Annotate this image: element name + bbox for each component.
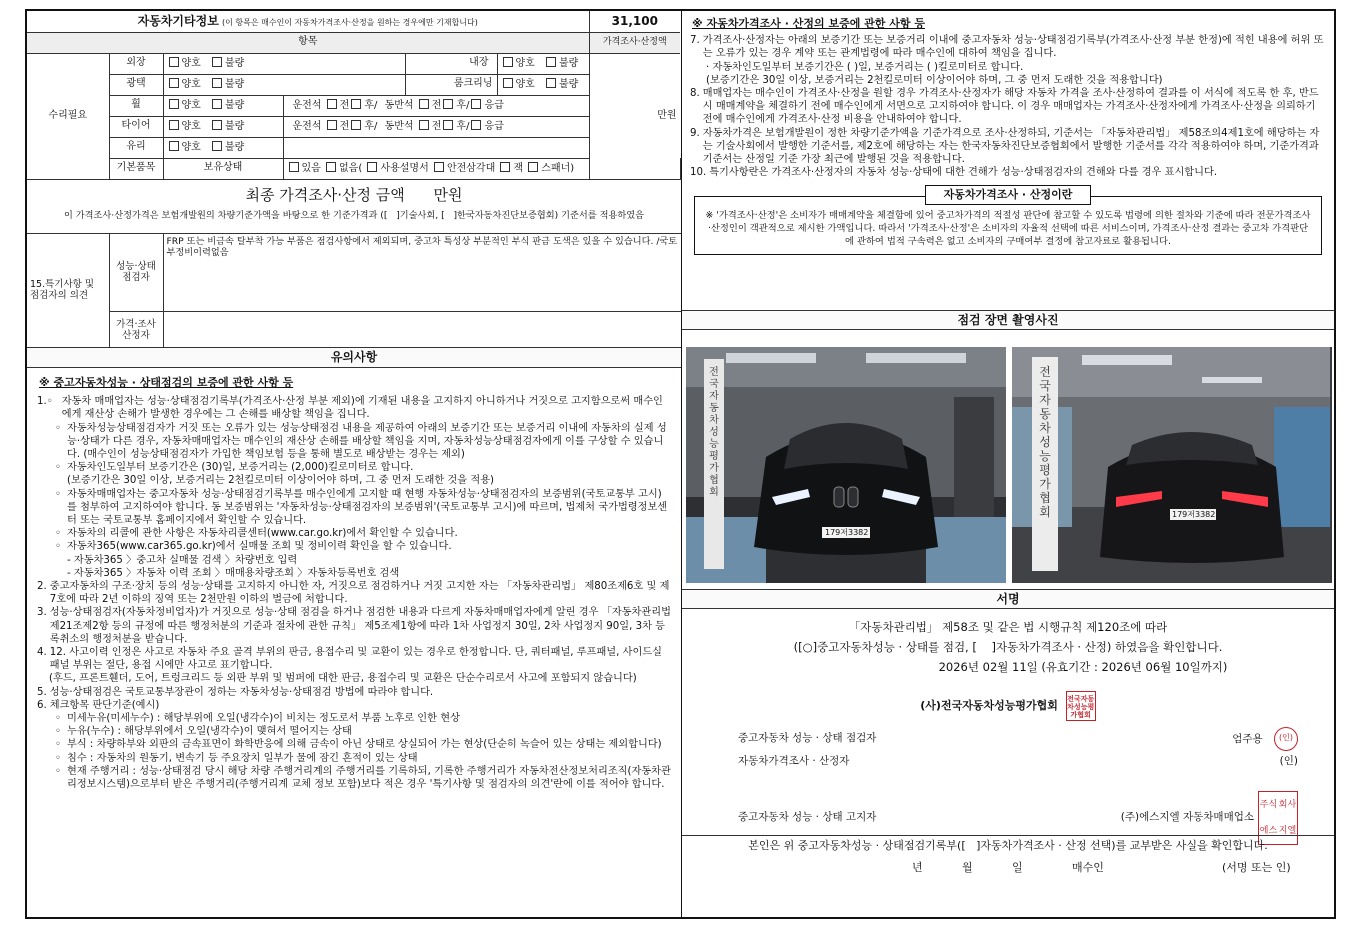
- front-car-image: [686, 347, 1006, 583]
- special-notes-table: [27, 234, 681, 349]
- glass-bad-checkbox[interactable]: [212, 141, 222, 151]
- caution-item-1: 1.◦ 자동차 매매업자는 성능·상태점검기록부(가격조사·산정 부분 제외)에 기재된 내용을 고지하지 아니하거나 거짓으로 고지함으로써 매수인에게 재산상 손해가 발생한 경우에는 그 손해를 배상할 책임을 집니다.: [37, 396, 663, 421]
- etc-info-title: 자동차기타정보: [137, 13, 219, 28]
- buyer-signature-row: 년 월 일 매수인 (서명 또는 인): [912, 861, 1291, 874]
- jack-checkbox[interactable]: [500, 162, 510, 172]
- possession-label: 보유상태: [163, 158, 283, 179]
- exterior-label: 외장: [109, 53, 163, 74]
- wheel-bad-checkbox[interactable]: [212, 99, 222, 109]
- interior-label: 내장: [405, 53, 497, 74]
- tire-good-checkbox[interactable]: [169, 120, 179, 130]
- signature-section-title: 서명: [682, 589, 1334, 609]
- gloss-label: 광택: [109, 74, 163, 95]
- wheel-good-checkbox[interactable]: [169, 99, 179, 109]
- front-pillar-sign: 전국자동차성능평가협회: [709, 367, 719, 498]
- manual-checkbox[interactable]: [367, 162, 377, 172]
- wheel-passenger-rear-checkbox[interactable]: [443, 99, 453, 109]
- notifier-row: 중고자동차 성능 · 상태 고지자 (주)에스지엘 자동차매매업소 주식 회사 에스 지엘: [738, 791, 1298, 845]
- buyer-sign-field[interactable]: (서명 또는 인): [1222, 861, 1291, 874]
- inspector-row: 중고자동차 성능 · 상태 점검자 엄주용 (인): [738, 727, 1298, 751]
- wheel-label: 휠: [109, 95, 163, 116]
- association-row: [682, 691, 1334, 721]
- price-warranty-title: ※ 자동차가격조사 · 산정의 보증에 관한 사항 등: [692, 17, 925, 30]
- rear-pillar-sign: 전국자동차성능평가협회: [1039, 365, 1051, 519]
- etc-total-amount: 31,100: [589, 11, 680, 32]
- exterior-bad-checkbox[interactable]: [212, 57, 222, 67]
- left-column: [27, 11, 682, 917]
- col-price-header: 가격조사·산정액: [589, 32, 680, 53]
- association-name: (사)전국자동차성능평가협회: [920, 699, 1058, 712]
- signature-statement: 「자동차관리법」 제58조 및 같은 법 시행규칙 제120조에 따라 ([○]중고자동차성능 · 상태를 점검, [ ]자동차가격조사 · 산정) 하였음을 확인합니다. 2026년 02월 11일 (유효기간 : 2026년 06월 10일까지): [682, 617, 1334, 677]
- caution-item-2: 2. 중고자동차의 구조·장치 등의 성능·상태를 고지하지 아니한 자, 거짓으로 점검하거나 거짓 고지한 자는 「자동차관리법」 제80조제6호 및 제7호에 따라 2년 이하의 징역 또는 2천만원 이하의 벌금에 처합니다.: [37, 581, 670, 606]
- caution-notes: ※ 중고자동차성능 · 상태점검의 보증에 관한 사항 등 1.◦ 자동차 매매업자는 성능·상태점검기록부(가격조사·산정 부분 제외)에 기재된 내용을 고지하지 아니하거나 거짓으로 고지함으로써 매수인에게 재산상 손해가 발생한 경우에는 그 손해를 배상할 책임을 집니다. ◦ 자동차성능상태점검자가 거짓 또는 오류가 있는 성능상태점검 내용을 제공하여 아래의 보증기간 또는 보증거리 이내에 자동차의 실제 성능·상태가 다른 경우, 자동차매매업자는 매수인의 재산상 손해를 배상할 책임을 지며, 자동차성능상태점검자에게 이를 구상할 수 있습니다. (매수인이 성능상태점검자가 가입한 책임보험 등을 통해 별도로 배상받는 경우는 제외) ◦ 자동차인도일부터 보증기간은 (30)일, 보증거리는 (2,000)킬로미터로 합니다. (보증기간은 30일 이상, 보증거리는 2천킬로미터 이상이어야 하며, 그 중 먼저 도래한 것을 적용) ◦ 자동차매매업자는 중고자동차 성능·상태점검기록부를 매수인에게 고지할 때 현행 자동차성능·상태점검자의 보증범위(국토교통부 고시)를 첨부하여 고지하여야 합니다. 동 보증범위는 '자동차성능·상태점검자의 보증범위'(국토교통부 고시)에 따르며, 법제처 국가법령정보센터 또는 국토교통부 홈페이지에서 확인할 수 있습니다. ◦ 자동차의 리콜에 관한 사항은 자동차리콜센터(www.car.go.kr)에서 확인할 수 있습니다. ◦ 자동차365(www.car365.go.kr)에서 실매물 조회 및 정비이력 확인을 할 수 있습니다. - 자동차365 〉중고차 실매물 검색 〉차량번호 입력 - 자동차365 〉자동차 이력 조회 〉매매용차량조회 〉자동차등록번호 검색 2. 중고자동차의 구조·장치 등의 성능·상태를 고지하지 아니한 자, 거짓으로 점검하거나 거짓 고지한 자는 「자동차관리법」 제80조제6호 및 제7호에 따라 2년 이하의 징역 또는 2천만원 이하의 벌금에 처합니다. 3. 성능·상태점검자(자동차정비업자)가 거짓으로 성능·상태 점검을 하거나 점검한 내용과 다르게 자동차매매업자에게 알린 경우 「자동차관리법 제21조제2항 등의 규정에 따른 행정처분의 기준과 절차에 관한 규칙」 제5조제1항에 따라 1차 사업정지 30일, 2차 사업정지 90일, 3차 등록취소의 행정처분을 받습니다. 4. 12. 사고이력 인정은 사고로 자동차 주요 골격 부위의 판금, 용접수리 및 교환이 있는 경우로 한정합니다. 단, 쿼터패널, 루프패널, 사이드실패널 부위는 절단, 용접 시에만 사고로 표기합니다. (후드, 프론트휀더, 도어, 트렁크리드 등 외판 부위 및 범퍼에 대한 판금, 용접수리 및 교환은 단순수리로서 사고에 포함되지 않습니다) 5. 성능·상태점검은 국토교통부장관이 정하는 자동차성능·상태점검 방법에 따라야 합니다. 6. 체크항목 판단기준(예시) ◦ 미세누유(미세누수) : 해당부위에 오일(냉각수)이 비치는 정도로서 부품 노후로 인한 현상 ◦ 누유(누수) : 해당부위에서 오일(냉각수)이 맺혀서 떨어지는 상태 ◦ 부식 : 차량하부와 외판의 금속표면이 화학반응에 의해 금속이 아닌 상태로 상실되어 가는 현상(단순히 녹슬어 있는 상태는 제외합니다) ◦ 침수 : 자동차의 원동기, 변속기 등 주요장치 일부가 물에 잠긴 흔적이 있는 상태 ◦ 현재 주행거리 : 성능·상태점검 당시 해당 차량 주행거리계의 주행거리를 기록하되, 기록한 주행거리가 자동차전산정보처리조직(자동차관리정보시스템)으로부터 받은 주행거리(주행거리계 교체 정보 포함)보다 적은 경우 '특기사항 및 점검자의 의견'란에 이를 적어야 합니다.: [37, 376, 671, 791]
- appraiser-seal-placeholder: (인): [1279, 755, 1298, 767]
- tire-driver-rear-checkbox[interactable]: [351, 120, 361, 130]
- caution-item-6: 6. 체크항목 판단기준(예시): [37, 699, 160, 711]
- caution-item-3: 3. 성능·상태점검자(자동차정비업자)가 거짓으로 성능·상태 점검을 하거나 점검한 내용과 다르게 자동차매매업자에게 알린 경우 「자동차관리법 제21조제2항 등의 규정에 따른 행정처분의 기준과 절차에 관한 규칙」 제5조제1항에 따라 1차 사업정지 30일, 2차 사업정지 90일, 3차 등록취소의 행정처분을 받습니다.: [37, 607, 671, 645]
- wheel-driver-rear-checkbox[interactable]: [351, 99, 361, 109]
- notifier-name: (주)에스지엘 자동차매매업소: [1120, 811, 1254, 824]
- receipt-statement: 본인은 위 중고자동차성능 · 상태점검기록부([ ]자동차가격조사 · 산정 선택)를 교부받은 사실을 확인합니다.: [748, 839, 1268, 852]
- tire-driver-front-checkbox[interactable]: [327, 120, 337, 130]
- association-seal: 전국자동차성능평가협회: [1066, 691, 1096, 721]
- tire-emergency-checkbox[interactable]: [471, 120, 481, 130]
- caution-subtitle: ※ 중고자동차성능 · 상태점검의 보증에 관한 사항 등: [39, 376, 294, 389]
- possession-have-checkbox[interactable]: [289, 162, 299, 172]
- signature-date: 2026년 02월 11일 (유효기간 : 2026년 06월 10일까지): [938, 660, 1228, 674]
- perf-inspector-label: 성능·상태 점검자: [109, 234, 163, 312]
- inspection-photo-rear: [1012, 347, 1332, 583]
- photo-section-title: 점검 장면 촬영사진: [682, 310, 1334, 330]
- rear-car-image: [1012, 347, 1330, 583]
- glass-label: 유리: [109, 137, 163, 158]
- interior-good-checkbox[interactable]: [503, 57, 513, 67]
- basic-items-label: 기본품목: [109, 158, 163, 179]
- repair-price-unit: 만원: [589, 53, 680, 179]
- triangle-checkbox[interactable]: [434, 162, 444, 172]
- caution-item-5: 5. 성능·상태점검은 국토교통부장관이 정하는 자동차성능·상태점검 방법에 따라야 합니다.: [37, 686, 434, 698]
- final-price-block: [27, 180, 681, 234]
- inspection-photo-front: [686, 347, 1006, 583]
- tire-passenger-rear-checkbox[interactable]: [443, 120, 453, 130]
- rear-plate-text: 179저3382: [1172, 510, 1216, 519]
- room-cleaning-label: 룸크리닝: [405, 74, 497, 95]
- wheel-passenger-front-checkbox[interactable]: [419, 99, 429, 109]
- glass-good-checkbox[interactable]: [169, 141, 179, 151]
- final-price-unit: 만원: [433, 185, 463, 204]
- appraiser-row: 자동차가격조사 · 산정자 (인): [738, 755, 1298, 767]
- tire-passenger-front-checkbox[interactable]: [419, 120, 429, 130]
- price-definition-title: 자동차가격조사 · 산정이란: [925, 185, 1091, 205]
- repair-needed-label: 수리필요: [27, 53, 109, 179]
- exterior-good-checkbox[interactable]: [169, 57, 179, 67]
- final-price-title: 최종 가격조사·산정 금액: [245, 185, 405, 204]
- gloss-bad-checkbox[interactable]: [212, 78, 222, 88]
- etc-info-table: 자동차기타정보 (이 항목은 매수인이 자동차가격조사·산정을 원하는 경우에만 기재합니다) 31,100 항목 가격조사·산정액 수리필요 외장 양호 불량 내장 양호 불량 만원 광택 양호 불량 룸크리닝 양호 불량 휠 양호 불량 운전석 전 후/ 동반석 전 후/ 응급 타이어 양호 불량 운전석 전 후/ 동반석 전 후/ 응급 유리 양호 불량 기본품목 보유상태 있음 없음( 사용설명서 안전삼각대 잭 스패너): [27, 11, 681, 180]
- right-column: [682, 11, 1334, 917]
- etc-info-note: (이 항목은 매수인이 자동차가격조사·산정을 원하는 경우에만 기재합니다): [222, 17, 478, 27]
- room-cleaning-bad-checkbox[interactable]: [546, 78, 556, 88]
- inspector-seal: (인): [1274, 727, 1298, 751]
- perf-inspector-opinion: FRP 또는 비금속 탈부착 가능 부품은 점검사항에서 제외되며, 중고차 특성상 부분적인 부식 판금 도색은 있을 수 있습니다. /국토부정비이력없음: [163, 234, 681, 312]
- possession-none-checkbox[interactable]: [326, 162, 336, 172]
- gloss-good-checkbox[interactable]: [169, 78, 179, 88]
- final-price-note: 이 가격조사·산정가격은 보험개발원의 차량기준가액을 바탕으로 한 기준가격과 ([ ]기술사회, [ ]한국자동차진단보증협회) 기준서를 적용하였음: [64, 210, 644, 222]
- buyer-label: 매수인: [1072, 861, 1104, 874]
- document-frame: [25, 9, 1336, 919]
- caution-title: 유의사항: [27, 348, 681, 368]
- front-plate-text: 179저3382: [825, 528, 869, 537]
- tire-label: 타이어: [109, 116, 163, 137]
- tire-bad-checkbox[interactable]: [212, 120, 222, 130]
- interior-bad-checkbox[interactable]: [546, 57, 556, 67]
- price-definition-box: ※ '가격조사·산정'은 소비자가 매매계약을 체결함에 있어 중고차가격의 적절성 판단에 참고할 수 있도록 법령에 의한 절차와 기준에 따라 전문가격조사·산정인이 객관적으로 제시한 가액입니다. 따라서 '가격조사·산정'은 소비자의 자율적 선택에 따른 서비스이며, 가격조사·산정 결과는 중고차 가격판단에 관하여 법적 구속력은 없고 소비자의 구매여부 결정에 참고자료로 활용됩니다.: [694, 196, 1322, 255]
- price-warranty-notes: ※ 자동차가격조사 · 산정의 보증에 관한 사항 등 7. 가격조사·산정자는 아래의 보증기간 또는 보증거리 이내에 중고자동차 성능·상태점검기록부(가격조사·산정 부분 한정)에 적힌 내용에 허위 또는 오류가 있는 경우 계약 또는 관계법령에 따라 매수인에 대하여 책임을 집니다. · 자동차인도일부터 보증기간은 ( )일, 보증거리는 ( )킬로미터로 합니다. (보증기간은 30일 이상, 보증거리는 2천킬로미터 이상이어야 하며, 그 중 먼저 도래한 것을 적용합니다) 8. 매매업자는 매수인이 가격조사·산정을 원할 경우 가격조사·산정자가 해당 자동차 가격을 조사·산정하여 결과를 이 서식에 적도록 한 후, 반드시 매매계약을 체결하기 전에 매수인에게 서면으로 고지하여야 합니다. 이 경우 매매업자는 가격조사·산정자에게 가격조사·산정을 의뢰하기 전에 매수인에게 가격조사·산정 비용을 안내하여야 합니다. 9. 자동차가격은 보험개발원이 정한 차량기준가액을 기준가격으로 조사·산정하되, 기준서는 「자동차관리법」 제58조의4제1호에 해당하는 자는 기술사회에서 발행한 기준서를, 제2호에 해당하는 자는 한국자동차진단보증협회에서 발행한 기준서를 각각 적용하여야 하며, 기준가격과 기준서는 산정일 기준 가장 최근에 발행된 것을 적용합니다. 10. 특기사항란은 가격조사·산정자의 자동차 성능·상태에 대한 견해가 성능·상태점검자의 견해와 다를 경우 표시합니다.: [682, 11, 1334, 179]
- notifier-seal: 주식 회사 에스 지엘: [1258, 791, 1298, 845]
- caution-item-4: 4. 12. 사고이력 인정은 사고로 자동차 주요 골격 부위의 판금, 용접수리 및 교환이 있는 경우로 한정합니다. 단, 쿼터패널, 루프패널, 사이드실패널 부위는 절단, 용접 시에만 사고로 표기합니다.: [37, 647, 662, 672]
- wheel-driver-front-checkbox[interactable]: [327, 99, 337, 109]
- col-item-header: 항목: [27, 32, 589, 53]
- price-appraiser-opinion: [163, 312, 681, 348]
- room-cleaning-good-checkbox[interactable]: [503, 78, 513, 88]
- wheel-emergency-checkbox[interactable]: [471, 99, 481, 109]
- special-notes-label: 15.특기사항 및 점검자의 의견: [27, 234, 109, 348]
- price-appraiser-label: 가격·조사 산정자: [109, 312, 163, 348]
- spanner-checkbox[interactable]: [528, 162, 538, 172]
- inspector-name: 엄주용: [1232, 733, 1263, 745]
